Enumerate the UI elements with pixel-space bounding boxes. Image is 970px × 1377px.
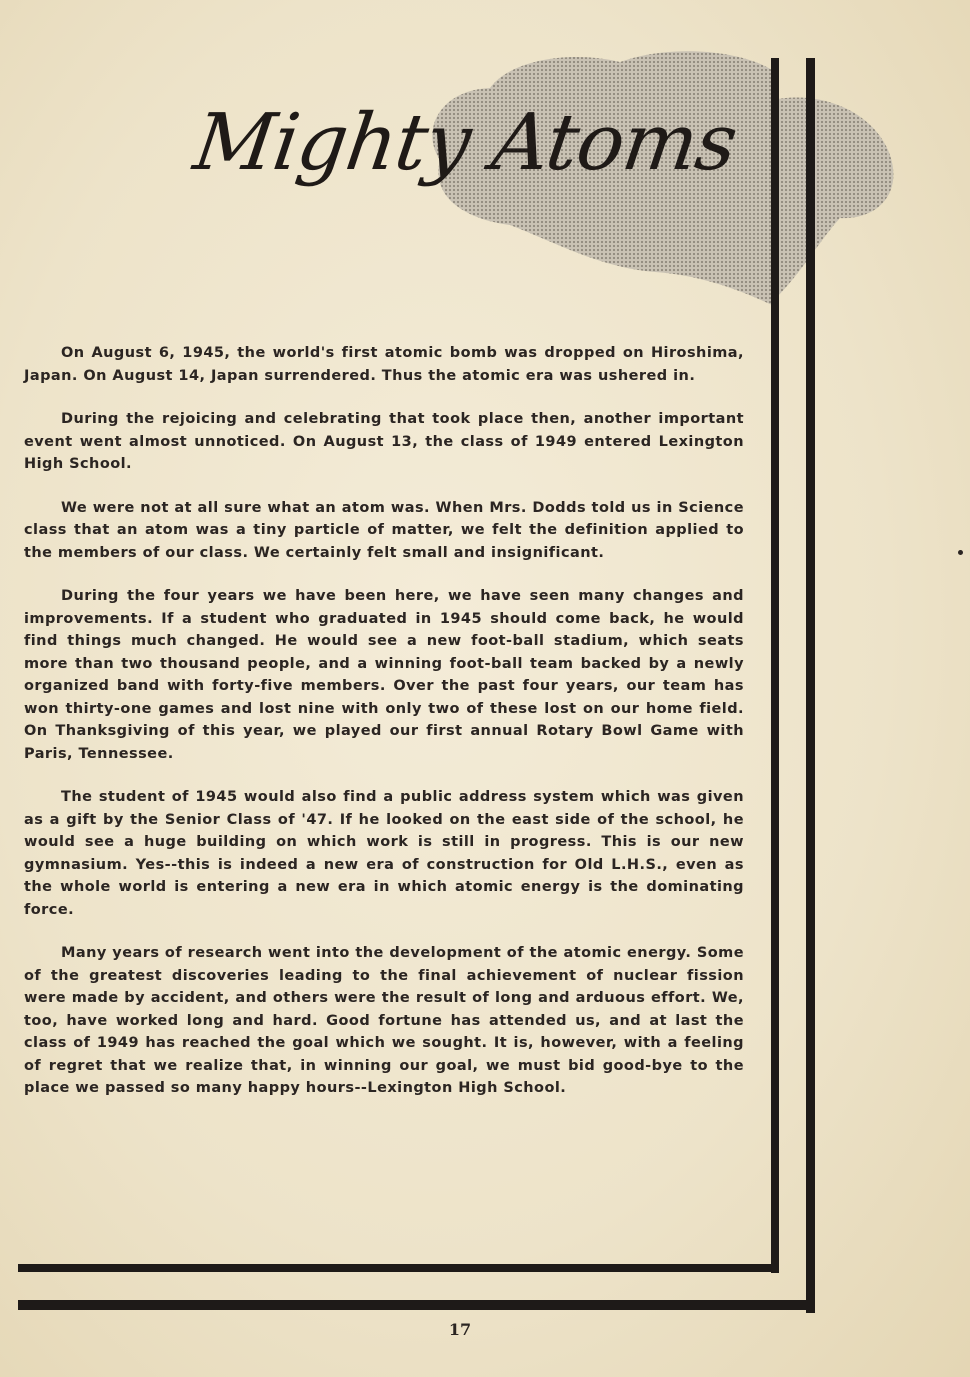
page-title: Mighty Atoms — [188, 98, 742, 188]
paragraph-4: During the four years we have been here, we have seen many changes and improvements. If a student who graduated in 1945 should come back, he would find things much changed. He would see a new foot-ball stadium, which seats more than two thousand people, and a winning foot-ball team backed by a newly organized band with forty-five members. Over the past four years, our team has won thirty-one games and lost nine with only two of these lost on our home field. On Thanksgiving of this year, we played our first annual Rotary Bowl Game with Paris, Tennessee. — [24, 588, 744, 762]
paragraph-6: Many years of research went into the development of the atomic energy. Some of the greatest discoveries leading to the final achievement of nuclear fission were made by accident, and others were the result of long and arduous effort. We, too, have worked long and hard. Good fortune has attended us, and at last the class of 1949 has reached the goal which we sought. It is, however, with a feeling of regret that we realize that, in winning our goal, we must bid good-bye to the place we passed so many happy hours--Lexington High School. — [24, 945, 744, 1096]
paragraph-3: We were not at all sure what an atom was. When Mrs. Dodds told us in Science class that an atom was a tiny particle of matter, we felt the definition applied to the members of our class. We certainly felt small and insignificant. — [24, 499, 744, 561]
outer-horizontal-rule — [18, 1300, 815, 1310]
inner-horizontal-rule — [18, 1264, 779, 1272]
paragraph-1: On August 6, 1945, the world's first atomic bomb was dropped on Hiroshima, Japan. On August 14, Japan surrendered. Thus the atomic era was ushered in. — [24, 345, 744, 384]
paragraph-2: During the rejoicing and celebrating that took place then, another important event went almost unnoticed. On August 13, the class of 1949 entered Lexington High School. — [24, 411, 744, 472]
article-body — [24, 342, 744, 1121]
outer-vertical-rule — [806, 58, 815, 1313]
page-number: 17 — [448, 1320, 472, 1339]
paragraph-5: The student of 1945 would also find a public address system which was given as a gift by the Senior Class of '47. If he looked on the east side of the school, he would see a huge building on which work is still in progress. This is our new gymnasium. Yes--this is indeed a new era of construction for Old L.H.S., even as the whole world is entering a new era in which atomic energy is the dominating force. — [24, 789, 744, 918]
inner-vertical-rule — [771, 58, 779, 1273]
ink-speck — [958, 550, 963, 555]
